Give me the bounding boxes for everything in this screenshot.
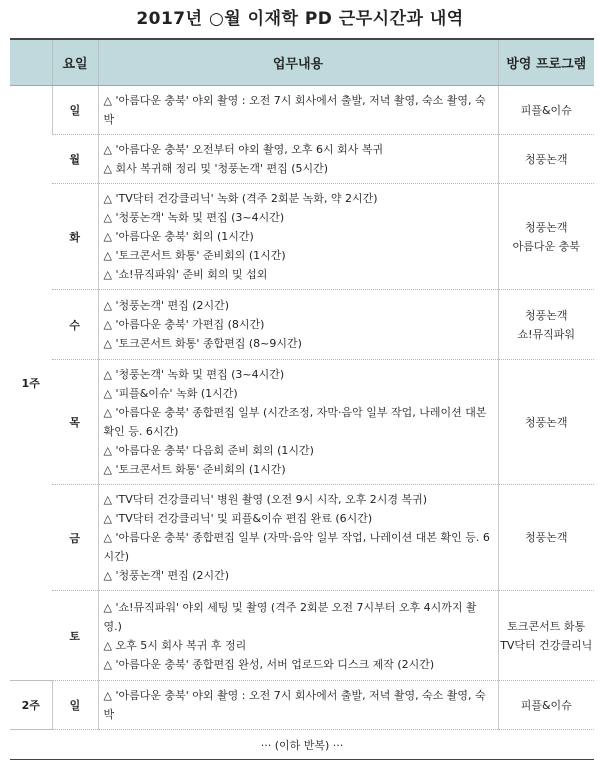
work-cell xyxy=(98,290,498,360)
program-name: 청풍논객 xyxy=(524,152,568,166)
program-cell xyxy=(498,681,594,730)
day-cell: 일 xyxy=(52,86,98,135)
work-item: △ '쇼!뮤직파워' 준비 회의 및 섭외 xyxy=(103,268,268,281)
day-cell: 일 xyxy=(52,681,98,730)
work-item: △ '아름다운 충북' 종합편집 완성, 서버 업로드와 디스크 제작 (2시간) xyxy=(103,657,435,671)
week-label: 2주 xyxy=(10,681,52,730)
program-name: 청풍논객 xyxy=(524,308,568,322)
table-row xyxy=(10,591,594,681)
day-cell: 월 xyxy=(52,135,98,184)
work-item: △ '아름다운 충북' 야외 촬영 : 오전 7시 회사에서 출발, 저녁 촬영, 숙소 촬영, 숙박 xyxy=(103,689,486,721)
work-cell xyxy=(98,591,498,681)
table-row xyxy=(10,681,594,730)
work-item: △ '토크콘서트 화통' 준비회의 (1시간) xyxy=(103,463,286,476)
header-day: 요일 xyxy=(52,39,98,86)
work-cell xyxy=(98,681,498,730)
program-name: 피플&이슈 xyxy=(520,103,572,117)
table-row xyxy=(10,86,594,135)
work-item: △ '아름다운 충북' 회의 (1시간) xyxy=(103,230,254,243)
work-item: △ '아름다운 충북' 야외 촬영 : 오전 7시 회사에서 출발, 저녁 촬영, 숙소 촬영, 숙박 xyxy=(103,94,486,126)
work-item: △ 'TV닥터 건강클리닉' 녹화 (격주 2회분 녹화, 약 2시간) xyxy=(103,192,378,205)
work-item: △ 'TV닥터 건강클리닉' 및 피플&이슈 편집 완료 (6시간) xyxy=(103,512,373,525)
table-row xyxy=(10,290,594,360)
work-cell xyxy=(98,86,498,135)
program-cell xyxy=(498,184,594,290)
work-item: △ '청풍논객' 편집 (2시간) xyxy=(103,569,230,582)
program-name: 청풍논객 xyxy=(524,415,568,429)
day-cell: 수 xyxy=(52,290,98,360)
program-cell xyxy=(498,135,594,184)
program-cell xyxy=(498,290,594,360)
work-item: △ '청풍논객' 녹화 및 편집 (3~4시간) xyxy=(103,211,285,224)
work-item: △ '청풍논객' 녹화 및 편집 (3~4시간) xyxy=(103,368,285,381)
table-row xyxy=(10,485,594,591)
work-cell xyxy=(98,360,498,485)
footer-row xyxy=(10,730,594,760)
program-name: 청풍논객 xyxy=(524,531,568,544)
table-row xyxy=(10,135,594,184)
work-item: △ '피플&이슈' 녹화 (1시간) xyxy=(103,387,238,400)
work-item: △ '쇼!뮤직파워' 야외 세팅 및 촬영 (격주 2회분 오전 7시부터 오후 4시까지 촬영.) xyxy=(103,600,477,633)
header-program: 방영 프로그램 xyxy=(498,39,594,86)
program-name: 토크콘서트 화통 xyxy=(507,619,586,633)
work-item: △ '청풍논객' 편집 (2시간) xyxy=(103,299,230,312)
work-item: △ '아름다운 충북' 다음회 준비 회의 (1시간) xyxy=(103,444,314,457)
work-item: △ 오후 5시 회사 복귀 후 정리 xyxy=(103,638,247,652)
schedule-body xyxy=(10,86,594,760)
program-cell xyxy=(498,86,594,135)
work-item: △ '아름다운 충북' 종합편집 일부 (시간조정, 자막·음악 일부 작업, 나레이션 대본 확인 등. 6시간) xyxy=(103,406,487,438)
program-cell xyxy=(498,360,594,485)
work-item: △ '토크콘서트 화통' 준비회의 (1시간) xyxy=(103,249,286,262)
work-item: △ '아름다운 충북' 종합편집 일부 (자막·음악 일부 작업, 나레이션 대본 확인 등. 6시간) xyxy=(103,531,490,563)
day-cell: 목 xyxy=(52,360,98,485)
day-cell: 토 xyxy=(52,591,98,681)
work-item: △ '아름다운 충북' 가편집 (8시간) xyxy=(103,318,265,331)
table-row xyxy=(10,184,594,290)
footer-note: ··· (이하 반복) ··· xyxy=(10,730,594,760)
program-name: 쇼!뮤직파워 xyxy=(517,327,576,341)
header-row xyxy=(10,39,594,86)
program-name: 아름다운 충북 xyxy=(512,239,580,253)
work-cell xyxy=(98,135,498,184)
program-cell xyxy=(498,591,594,681)
week-label: 1주 xyxy=(10,86,52,681)
work-item: △ '아름다운 충북' 오전부터 야외 촬영, 오후 6시 회사 복귀 xyxy=(103,143,384,156)
program-name: 청풍논객 xyxy=(524,220,568,234)
program-name: TV닥터 건강클리닉 xyxy=(500,638,593,652)
header-week xyxy=(10,39,52,86)
work-item: △ 'TV닥터 건강클리닉' 병원 촬영 (오전 9시 시작, 오후 2시경 복귀) xyxy=(103,493,428,506)
day-cell: 화 xyxy=(52,184,98,290)
work-item: △ 회사 복귀해 정리 및 '청풍논객' 편집 (5시간) xyxy=(103,162,329,175)
work-item: △ '토크콘서트 화통' 종합편집 (8~9시간) xyxy=(103,337,302,350)
header-work: 업무내용 xyxy=(98,39,498,86)
work-cell xyxy=(98,184,498,290)
schedule-table xyxy=(10,38,594,760)
program-name: 피플&이슈 xyxy=(520,698,572,712)
table-row xyxy=(10,360,594,485)
day-cell: 금 xyxy=(52,485,98,591)
page-title: 2017년 ○월 이재학 PD 근무시간과 내역 xyxy=(136,9,464,29)
work-cell xyxy=(98,485,498,591)
program-cell xyxy=(498,485,594,591)
